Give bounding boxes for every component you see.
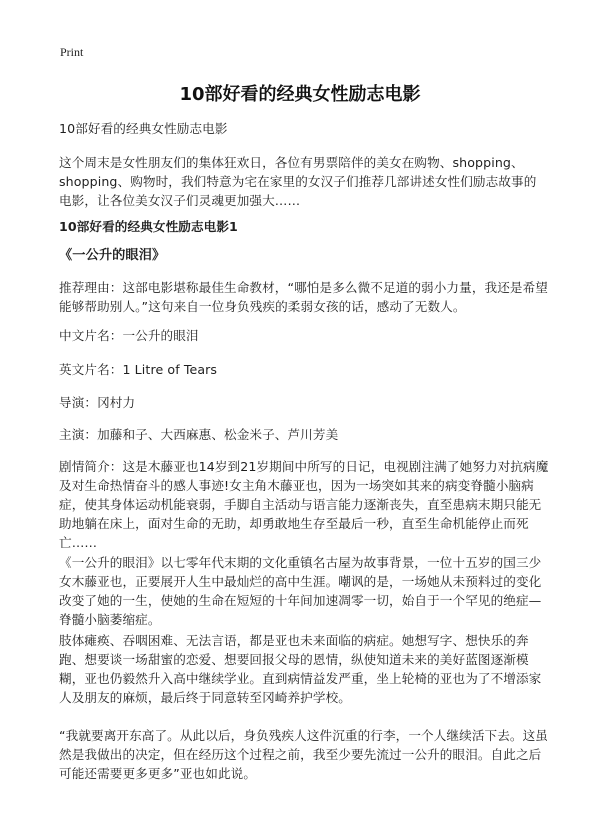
story-paragraph-2: 肢体瘫痪、吞咽困难、无法言语，都是亚也未来面临的病症。她想写字、想快乐的奔跑、想要谈一场甜蜜的恋爱、想要回报父母的恩情，纵使知道未来的美好蓝图逐渐模糊，亚也仍毅然升入高中继续学业。直到病情益发严重，坐上轮椅的亚也为了不增添家人及朋友的麻烦，最后终于同意转至冈崎养护学校。: [59, 633, 542, 705]
recommendation-paragraph: 推荐理由：这部电影堪称最佳生命教材，“哪怕是多么微不足道的弱小力量，我还是希望能够帮助别人。”这句来自一位身负残疾的柔弱女孩的话，感动了无数人。: [59, 280, 548, 314]
director: 导演：冈村力: [59, 395, 136, 410]
subtitle-line: 10部好看的经典女性励志电影: [59, 121, 228, 136]
quote-paragraph: “我就要离开东高了。从此以后，身负残疾人这件沉重的行李，一个人继续活下去。这虽然是我做出的决定，但在经历这个过程之前，我至少要先流过一公升的眼泪。自此之后可能还需要更多更多”亚也如此说。: [59, 728, 548, 781]
synopsis-paragraph: 剧情简介：这是木藤亚也14岁到21岁期间中所写的日记，电视剧注满了她努力对抗病魔及对生命热情奋斗的感人事迹!女主角木藤亚也，因为一场突如其来的病变脊髓小脑病症，使其身体运动机能衰弱，手脚自主活动与语言能力逐渐丧失，直至患病末期只能无助地躺在床上，面对生命的无助，却勇敢地生存至最后一秒，直至生命机能停止而死亡……: [59, 459, 549, 550]
section-heading: 10部好看的经典女性励志电影1: [59, 219, 238, 234]
story-paragraph-1: 《一公升的眼泪》以七零年代末期的文化重镇名古屋为故事背景，一位十五岁的国三少女木藤亚也，正要展开人生中最灿烂的高中生涯。嘲讽的是，一场她从未预料过的变化改变了她的一生，使她的生命在短短的十年间加速凋零一切，始自于一个罕见的绝症—脊髓小脑萎缩症。: [59, 555, 542, 627]
page-title: 10部好看的经典女性励志电影: [179, 84, 421, 105]
print-label[interactable]: Print: [60, 45, 84, 59]
cast: 主演：加藤和子、大西麻惠、松金米子、芦川芳美: [59, 427, 339, 442]
movie-title: 《一公升的眼泪》: [59, 248, 166, 263]
chinese-name: 中文片名：一公升的眼泪: [59, 328, 199, 343]
intro-paragraph: 这个周末是女性朋友们的集体狂欢日，各位有男票陪伴的美女在购物、shopping、shopping、购物时，我们特意为宅在家里的女汉子们推荐几部讲述女性们励志故事的电影，让各位美女汉子们灵魂更加强大……: [59, 155, 537, 208]
english-name: 英文片名：1 Litre of Tears: [59, 362, 218, 377]
